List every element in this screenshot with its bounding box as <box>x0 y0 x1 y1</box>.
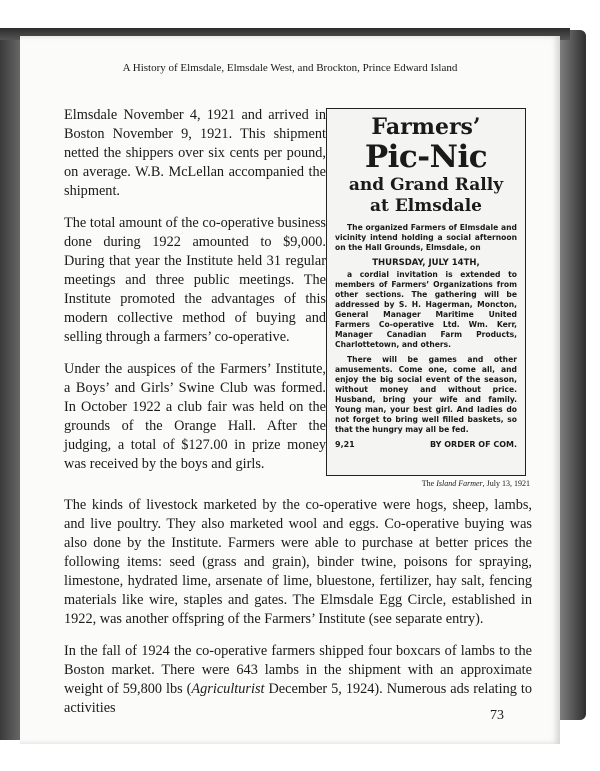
book-page <box>20 36 560 744</box>
ad-footer-code: 9,21 <box>335 440 355 449</box>
newspaper-advertisement <box>326 108 526 476</box>
caption-prefix: The <box>421 479 437 488</box>
ad-headline-rally: and Grand Rally <box>348 175 504 195</box>
publication-name: Agriculturist <box>191 681 265 697</box>
running-head: A History of Elmsdale, Elmsdale West, and Brockton, Prince Edward Island <box>122 62 458 74</box>
ad-headline-picnic: Pic-Nic <box>364 139 488 175</box>
ad-headline-location: at Elmsdale <box>370 196 482 216</box>
paragraph <box>64 642 532 718</box>
paragraph-part: December 5, 1924). Numerous ads relating to activities <box>64 681 532 716</box>
ad-caption <box>360 479 530 488</box>
page-number: 73 <box>490 708 504 723</box>
full-width-text <box>64 496 532 731</box>
ad-headline-farmers: Farmers’ <box>371 114 481 140</box>
paragraph: Under the auspices of the Farmers’ Institute, a Boys’ and Girls’ Swine Club was formed. In October 1922 a club fair was held on the grounds of the Orange Hall. After the judging, a total of $127.00 in prize money was received by the boys and girls. <box>64 361 326 472</box>
ad-paragraph-invitation: a cordial invitation is extended to members of Farmers’ Organizations from other sections. The gathering will be addressed by S. H. Hagerman, Moncton, General Manager Maritime United Farmers Co-operative Ltd. Wm. Kerr, Manager Canadian Farm Products, Charlottetown, and others. <box>335 270 517 349</box>
caption-source: Island Farmer <box>436 479 483 488</box>
ad-event-date: THURSDAY, JULY 14TH, <box>372 258 480 268</box>
ad-footer <box>335 440 517 449</box>
paragraph: The total amount of the co-operative business done during 1922 amounted to $9,000. During that year the Institute held 31 regular meetings and three public meetings. The Institute promoted the advantages of this modern collective method of buying and selling through a farmers’ co-operative. <box>64 215 326 345</box>
caption-date: , July 13, 1921 <box>482 479 530 488</box>
ad-paragraph-intro: The organized Farmers of Elmsdale and vicinity intend holding a social afternoon on the Hall Grounds, Elmsdale, on <box>335 223 517 252</box>
book-edge-left <box>0 28 22 740</box>
ad-footer-signature: BY ORDER OF COM. <box>430 440 517 449</box>
ad-paragraph-amusements: There will be games and other amusements. Come one, come all, and enjoy the big social event of the season, without money and without price. Husband, bring your wife and family. Young man, your best girl. And ladies do not forget to bring well filled baskets, so that the hungry may all be fed. <box>335 355 517 434</box>
paragraph-part: In the fall of 1924 the co-operative farmers shipped four boxcars of lambs to the Boston market. There were 643 lambs in the shipment with an approximate weight of 59,800 lbs ( <box>64 643 532 697</box>
paragraph: The kinds of livestock marketed by the co-operative were hogs, sheep, lambs, and live poultry. They also marketed wool and eggs. Co-operative buying was also done by the Institute. Farmers were able to purchase at better prices the following items: seed (grass and grain), binder twine, poisons for spraying, limestone, hydrated lime, arsenate of lime, bluestone, fertilizer, hay salt, fencing materials like wire, staples and gates. The Elmsdale Egg Circle, established in 1922, was another offspring of the Farmers’ Institute (see separate entry). <box>64 497 532 627</box>
book-edge-right <box>556 30 586 720</box>
paragraph: Elmsdale November 4, 1921 and arrived in Boston November 9, 1921. This shipment netted the shippers over six cents per pound, on average. W.B. McLellan accompanied the shipment. <box>64 107 326 199</box>
column-text <box>64 106 326 487</box>
